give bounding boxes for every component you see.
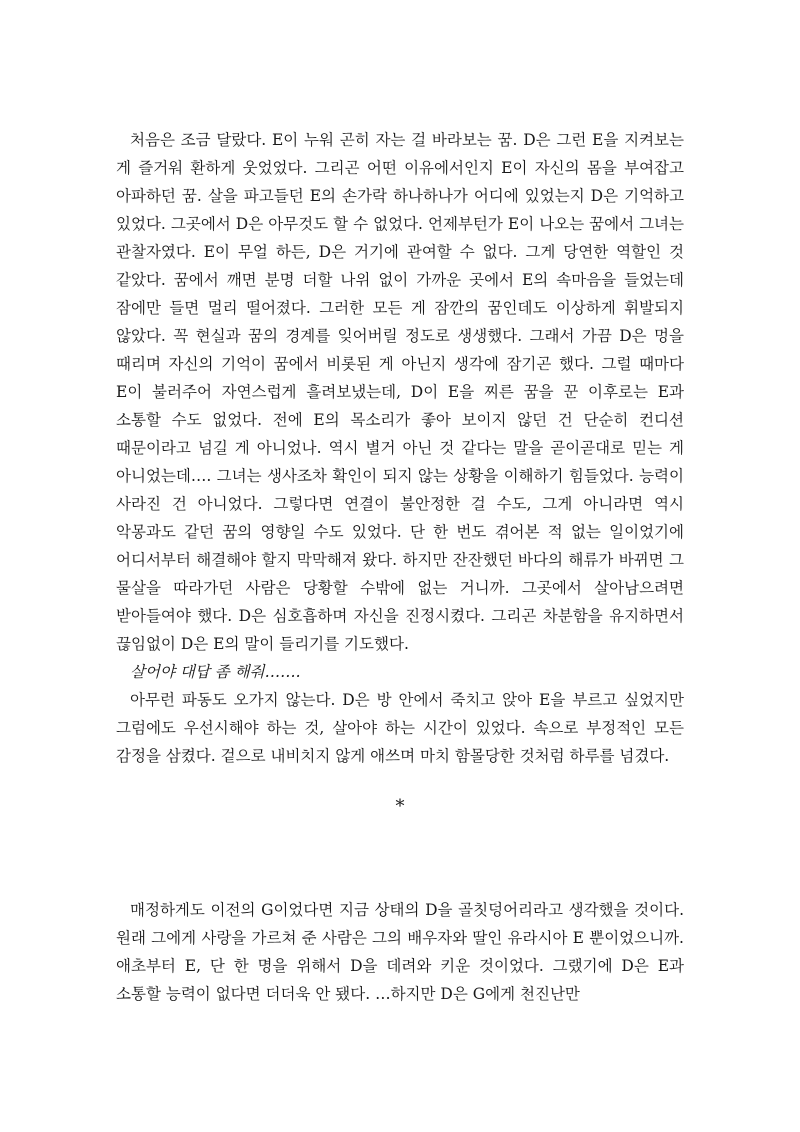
section-2: [116, 896, 684, 1008]
paragraph-2-inner-thought: 살어야 대답 좀 해줘…….: [130, 663, 301, 681]
paragraph-1: 처음은 조금 달랐다. E이 누워 곤히 자는 걸 바라보는 꿈. D은 그런 E을 지켜보는 게 즐거워 환하게 웃었었다. 그리곤 어떤 이유에서인지 E이 자신의 몸을 부여잡고 아파하던 꿈. 살을 파고들던 E의 손가락 하나하나가 어디에 있었는지 D은 기억하고 있었다. 그곳에서 D은 아무것도 할 수 없었다. 언제부턴가 E이 나오는 꿈에서 그녀는 관찰자였다. E이 무얼 하든, D은 거기에 관여할 수 없다. 그게 당연한 역할인 것 같았다. 꿈에서 깨면 분명 더할 나위 없이 가까운 곳에서 E의 속마음을 들었는데 잠에만 들면 멀리 떨어졌다. 그러한 모든 게 잠깐의 꿈인데도 이상하게 휘발되지 않았다. 꼭 현실과 꿈의 경계를 잊어버릴 정도로 생생했다. 그래서 가끔 D은 멍을 때리며 자신의 기억이 꿈에서 비롯된 게 아닌지 생각에 잠기곤 했다. 그럴 때마다 E이 불러주어 자연스럽게 흘려보냈는데, D이 E을 찌른 꿈을 꾼 이후로는 E과 소통할 수도 없었다. 전에 E의 목소리가 좋아 보이지 않던 건 단순히 컨디션 때문이라고 넘길 게 아니었나. 역시 별거 아닌 것 같다는 말을 곧이곧대로 믿는 게 아니었는데…. 그녀는 생사조차 확인이 되지 않는 상황을 이해하기 힘들었다. 능력이 사라진 건 아니었다. 그렇다면 연결이 불안정한 걸 수도, 그게 아니라면 역시 악몽과도 같던 꿈의 영향일 수도 있었다. 단 한 번도 겪어본 적 없는 일이었기에 어디서부터 해결해야 할지 막막해져 왔다. 하지만 잔잔했던 바다의 해류가 바뀌면 그 물살을 따라가던 사람은 당황할 수밖에 없는 거니까. 그곳에서 살아남으려면 받아들여야 했다. D은 심호흡하며 자신을 진정시켰다. 그리곤 차분함을 유지하면서 끊임없이 D은 E의 말이 들리기를 기도했다.: [116, 131, 684, 653]
section-separator: *: [395, 796, 405, 817]
paragraph-4: 매정하게도 이전의 G이었다면 지금 상태의 D을 골칫덩어리라고 생각했을 것이다. 원래 그에게 사랑을 가르쳐 준 사람은 그의 배우자와 딸인 유라시아 E 뿐이었으니까. 애초부터 E, 단 한 명을 위해서 D을 데려와 키운 것이었다. 그랬기에 D은 E과 소통할 능력이 없다면 더더욱 안 됐다. …하지만 D은 G에게 천진난만: [116, 901, 684, 1003]
section-1: [116, 126, 684, 770]
paragraph-3: 아무런 파동도 오가지 않는다. D은 방 안에서 죽치고 앉아 E을 부르고 싶었지만 그럼에도 우선시해야 하는 것, 살아야 하는 시간이 있었다. 속으로 부정적인 모든 감정을 삼켰다. 겉으로 내비치지 않게 애쓰며 마치 함몰당한 것처럼 하루를 넘겼다.: [116, 691, 684, 765]
